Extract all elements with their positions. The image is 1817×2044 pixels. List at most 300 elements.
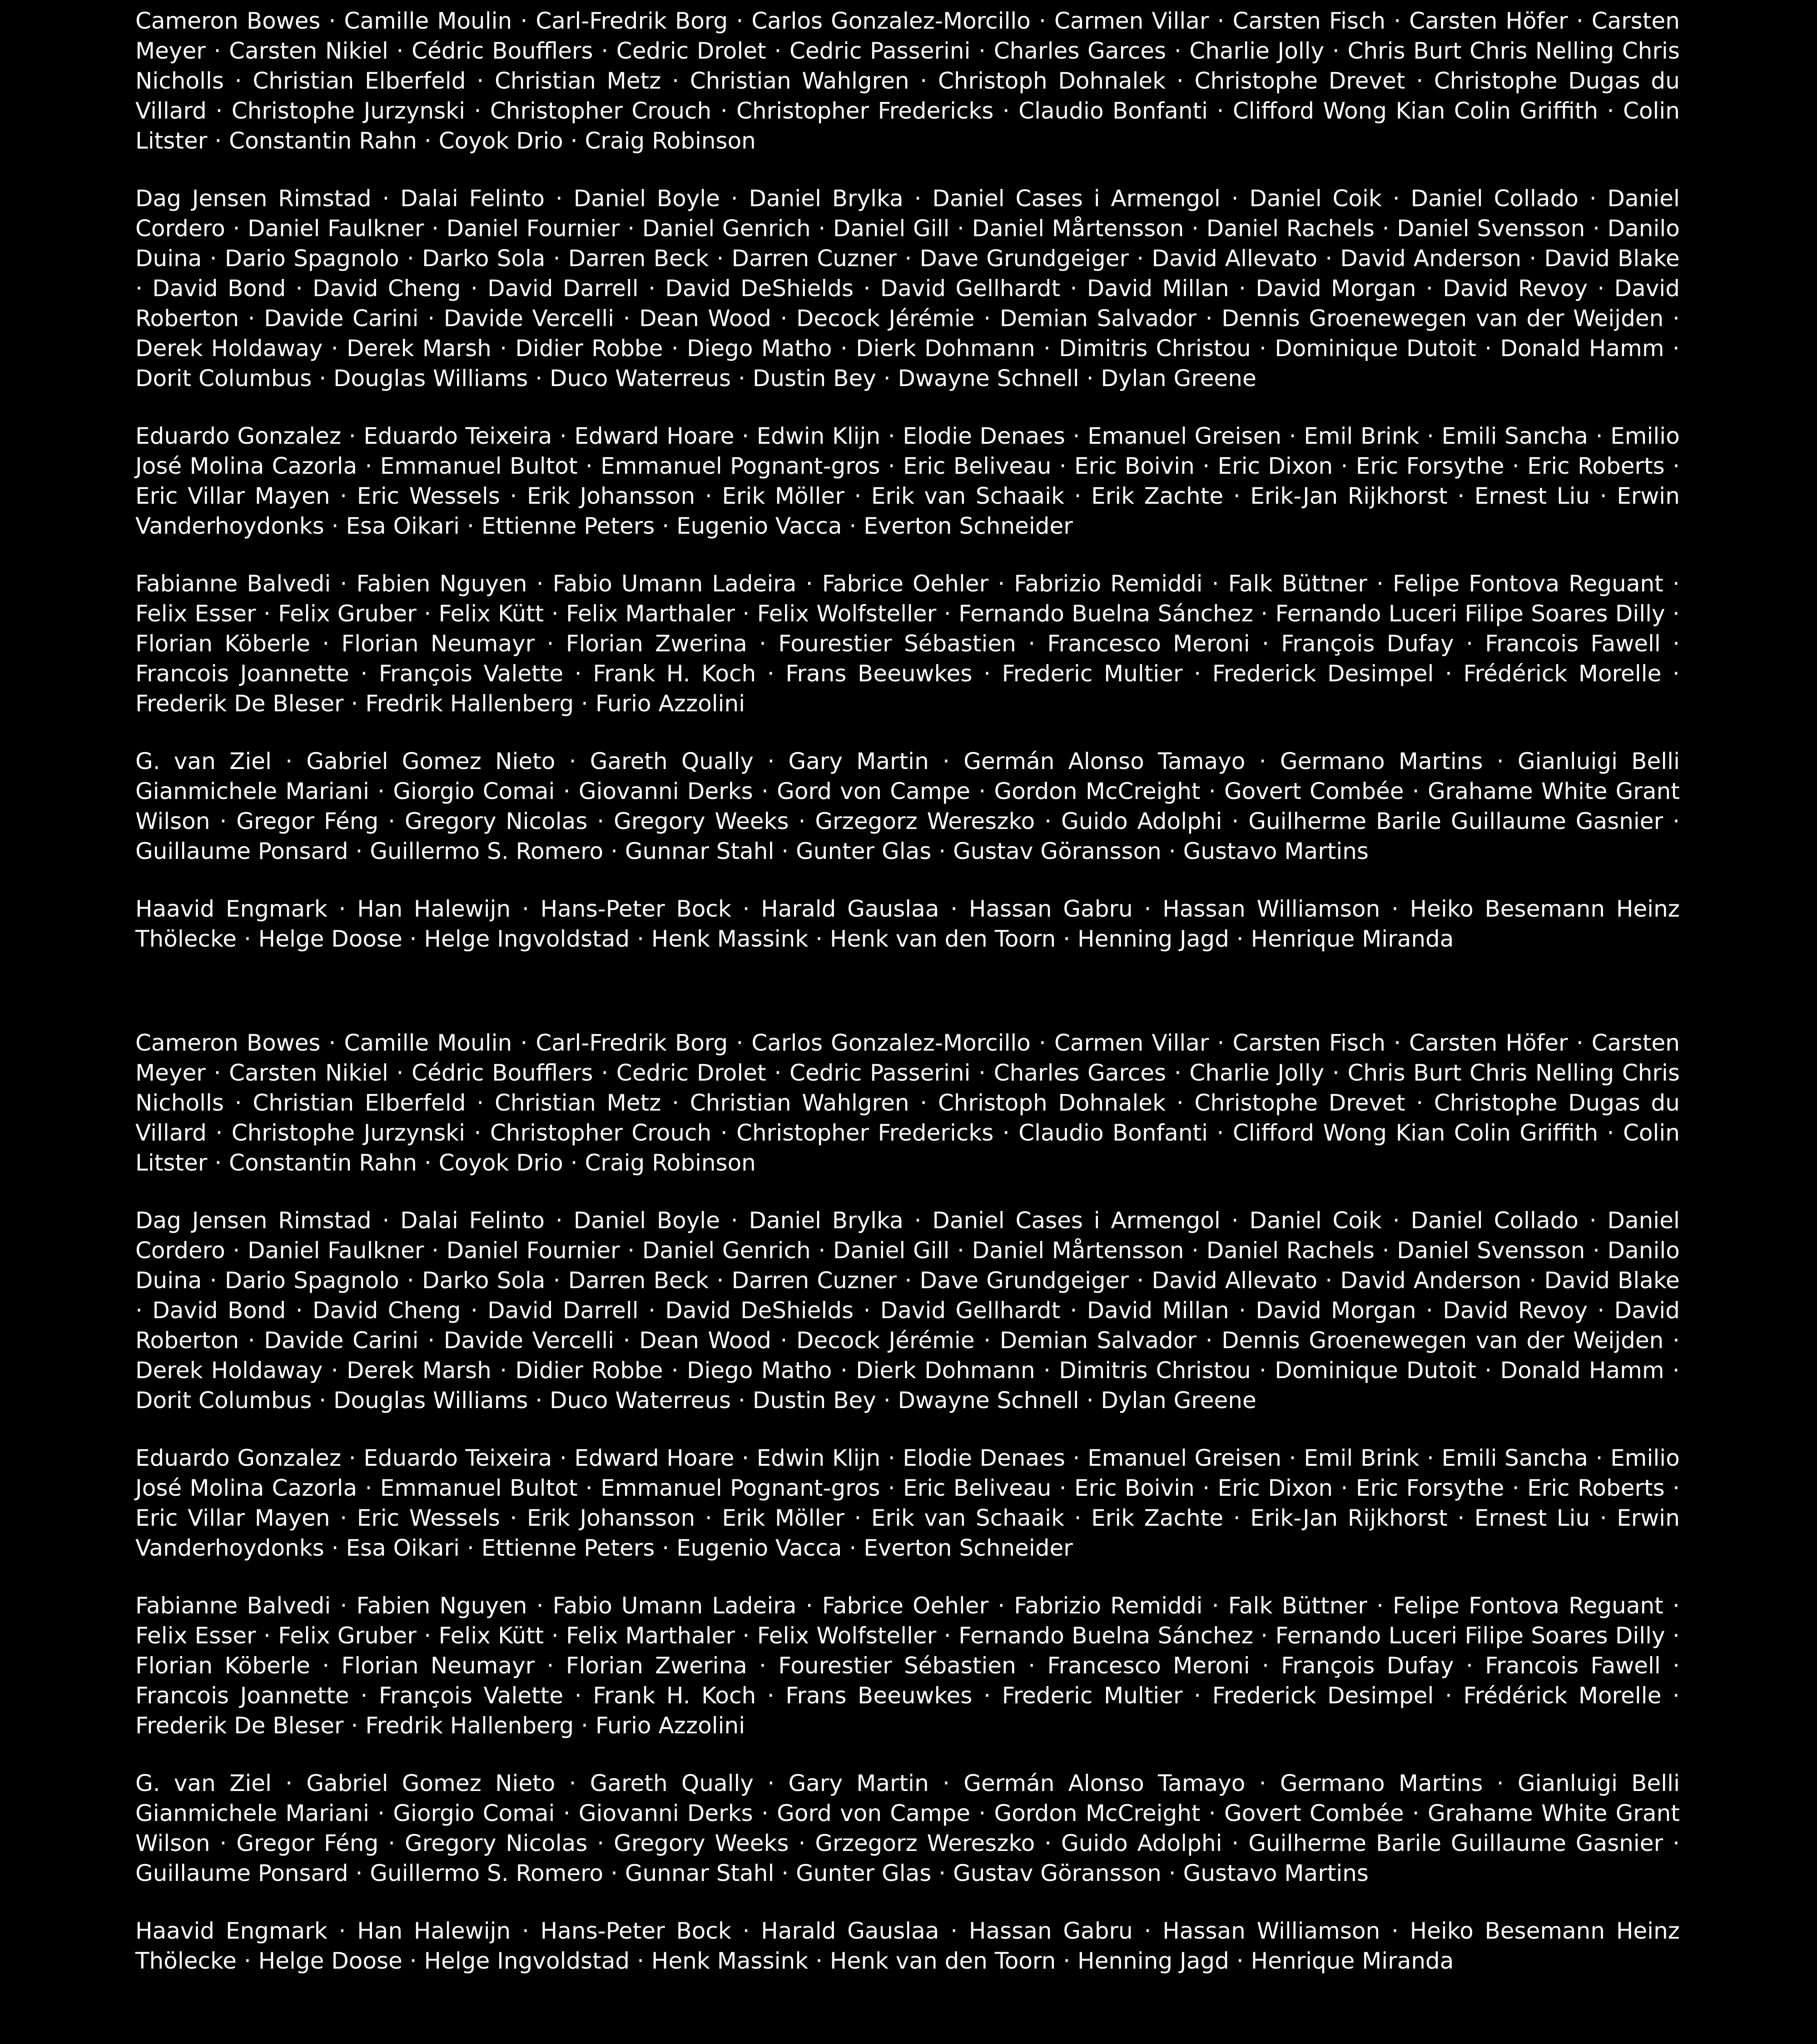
separator-dot: · xyxy=(328,1030,336,1056)
separator-dot: · xyxy=(888,453,895,479)
separator-dot: · xyxy=(1216,98,1224,124)
credit-name: Harald Gauslaa xyxy=(761,896,939,922)
credit-name: Gustavo Martins xyxy=(1183,838,1369,864)
separator-dot: · xyxy=(805,1593,813,1619)
separator-dot: · xyxy=(883,365,891,392)
separator-dot: · xyxy=(1597,275,1605,302)
credit-name: David DeShields xyxy=(665,275,854,302)
credit-name: Gary Martin xyxy=(788,748,929,774)
separator-dot: · xyxy=(1382,215,1390,242)
credit-name: David Blake xyxy=(1544,1267,1680,1294)
credit-name: Dwayne Schnell xyxy=(898,365,1079,392)
credit-name: Christopher Fredericks xyxy=(736,98,994,124)
credit-name: Carsten Höfer xyxy=(1409,1030,1568,1056)
separator-dot: · xyxy=(1576,8,1584,34)
credit-name: Elodie Denaes xyxy=(903,423,1065,449)
separator-dot: · xyxy=(409,1948,417,1974)
credit-name: Gustavo Martins xyxy=(1183,1860,1369,1886)
separator-dot: · xyxy=(348,1445,356,1471)
separator-dot: · xyxy=(742,896,750,922)
credit-name: Craig Robinson xyxy=(585,128,756,154)
credit-name: Gunnar Stahl xyxy=(625,838,774,864)
credit-name: Dwayne Schnell xyxy=(898,1387,1079,1414)
separator-dot: · xyxy=(950,1918,958,1944)
credit-name: Eugenio Vacca xyxy=(676,1535,842,1561)
credit-name: Darren Beck xyxy=(568,1267,709,1294)
credit-name: Constantin Rahn xyxy=(229,128,417,154)
separator-dot: · xyxy=(559,423,567,449)
separator-dot: · xyxy=(555,185,563,212)
separator-dot: · xyxy=(1174,1060,1182,1086)
separator-dot: · xyxy=(382,185,390,212)
credit-name: Grzegorz Wereszko xyxy=(815,1830,1035,1856)
separator-dot: · xyxy=(214,128,222,154)
separator-dot: · xyxy=(1194,660,1201,687)
credit-name: Davide Vercelli xyxy=(443,1327,614,1354)
separator-dot: · xyxy=(365,453,372,479)
separator-dot: · xyxy=(581,1712,588,1739)
credit-name: David Revoy xyxy=(1443,275,1588,302)
separator-dot: · xyxy=(585,453,593,479)
separator-dot: · xyxy=(1672,1357,1680,1384)
credit-name: Gustav Göransson xyxy=(953,1860,1162,1886)
credit-name: Gregor Féng xyxy=(236,1830,379,1856)
credit-name: Grzegorz Wereszko xyxy=(815,808,1035,834)
separator-dot: · xyxy=(355,838,363,864)
credit-name: Frédérick Morelle xyxy=(1463,660,1662,687)
credit-name: Daniel Cases i Armengol xyxy=(932,1207,1221,1234)
credit-name: Gregory Nicolas xyxy=(405,1830,588,1856)
credit-name: Colin Litster xyxy=(135,1120,1680,1176)
credit-name: Eric Wessels xyxy=(357,483,500,509)
credit-name: Demian Salvador xyxy=(999,305,1196,332)
separator-dot: · xyxy=(520,8,528,34)
credit-name: Gordon McCreight xyxy=(994,778,1201,804)
separator-dot: · xyxy=(957,215,964,242)
separator-dot: · xyxy=(840,335,848,362)
credit-name: Fourestier Sébastien xyxy=(778,630,1016,657)
separator-dot: · xyxy=(611,1860,618,1886)
credit-name: Eric Boivin xyxy=(1074,453,1195,479)
credit-name: Frédérick Morelle xyxy=(1463,1682,1662,1709)
separator-dot: · xyxy=(1194,1682,1201,1709)
credits-section-g xyxy=(135,746,1680,866)
separator-dot: · xyxy=(234,1090,242,1116)
separator-dot: · xyxy=(1059,453,1067,479)
credit-name: Douglas Williams xyxy=(333,1387,528,1414)
separator-dot: · xyxy=(705,483,712,509)
separator-dot: · xyxy=(1672,1593,1680,1619)
credit-name: Fabio Umann Ladeira xyxy=(552,1593,797,1619)
separator-dot: · xyxy=(662,513,670,539)
separator-dot: · xyxy=(1028,630,1036,657)
separator-dot: · xyxy=(1262,1652,1269,1679)
separator-dot: · xyxy=(553,245,561,272)
credit-name: Colin Litster xyxy=(135,98,1680,154)
separator-dot: · xyxy=(263,600,271,627)
credit-name: Dennis Groenewegen van der Weijden xyxy=(1221,305,1664,332)
separator-dot: · xyxy=(1038,8,1046,34)
separator-dot: · xyxy=(1673,1682,1680,1709)
separator-dot: · xyxy=(914,1207,922,1234)
credit-name: Dario Spagnolo xyxy=(224,1267,399,1294)
credit-name: Daniel Faulkner xyxy=(247,1237,424,1264)
separator-dot: · xyxy=(1673,660,1680,687)
separator-dot: · xyxy=(1673,1475,1680,1501)
credit-name: Erik Zachte xyxy=(1091,1505,1224,1531)
credit-name: Eric Roberts xyxy=(1527,453,1665,479)
separator-dot: · xyxy=(1261,1622,1268,1649)
separator-dot: · xyxy=(1332,38,1340,64)
separator-dot: · xyxy=(1672,305,1680,332)
separator-dot: · xyxy=(623,305,630,332)
credit-name: Gabriel Gomez Nieto xyxy=(306,748,556,774)
separator-dot: · xyxy=(1672,571,1680,597)
credit-name: Daniel Mårtensson xyxy=(972,215,1184,242)
credit-name: Eugenio Vacca xyxy=(676,513,842,539)
credit-name: Henrique Miranda xyxy=(1251,926,1454,952)
credit-name: Donald Hamm xyxy=(1500,1357,1664,1384)
credit-name: Felix Wolfsteller xyxy=(757,600,937,627)
credit-name: Gustav Göransson xyxy=(953,838,1162,864)
separator-dot: · xyxy=(818,1237,826,1264)
separator-dot: · xyxy=(1137,1267,1144,1294)
separator-dot: · xyxy=(738,365,745,392)
separator-dot: · xyxy=(470,275,478,302)
credit-name: Furio Azzolini xyxy=(595,690,745,717)
credit-name: Carsten Fisch xyxy=(1232,1030,1386,1056)
credit-name: Gord von Campe xyxy=(777,1800,971,1826)
credit-name: Darren Beck xyxy=(568,245,709,272)
separator-dot: · xyxy=(551,600,559,627)
separator-dot: · xyxy=(1673,1830,1680,1856)
separator-dot: · xyxy=(983,660,991,687)
separator-dot: · xyxy=(1043,1357,1051,1384)
separator-dot: · xyxy=(671,1357,679,1384)
credit-name: Dave Grundgeiger xyxy=(919,1267,1129,1294)
credit-name: Hassan Williamson xyxy=(1162,896,1380,922)
separator-dot: · xyxy=(510,1505,517,1531)
separator-dot: · xyxy=(849,513,857,539)
separator-dot: · xyxy=(1673,808,1680,834)
credits-section-e xyxy=(135,1443,1680,1563)
credits-section-d xyxy=(135,184,1680,393)
credit-name: Fredrik Hallenberg xyxy=(365,1712,574,1739)
credit-name: Gunter Glas xyxy=(796,838,932,864)
separator-dot: · xyxy=(1233,483,1241,509)
separator-dot: · xyxy=(720,1120,728,1146)
separator-dot: · xyxy=(888,423,895,449)
separator-dot: · xyxy=(1425,275,1433,302)
separator-dot: · xyxy=(736,8,744,34)
separator-dot: · xyxy=(536,571,544,597)
credit-name: Fabrice Oehler xyxy=(822,571,989,597)
credit-name: Fabrizio Remiddi xyxy=(1014,571,1203,597)
separator-dot: · xyxy=(1208,778,1216,804)
credit-name: Erwin Vanderhoydonks xyxy=(135,483,1680,539)
separator-dot: · xyxy=(998,571,1005,597)
separator-dot: · xyxy=(863,1297,871,1324)
credit-name: Henrique Miranda xyxy=(1251,1948,1454,1974)
separator-dot: · xyxy=(377,778,385,804)
separator-dot: · xyxy=(648,275,655,302)
separator-dot: · xyxy=(234,68,242,94)
credit-name: Helge Ingvoldstad xyxy=(424,1948,630,1974)
separator-dot: · xyxy=(424,600,432,627)
separator-dot: · xyxy=(759,1652,767,1679)
credits-section-h xyxy=(135,894,1680,954)
credit-name: Frederik De Bleser xyxy=(135,690,344,717)
credit-name: Guilherme Barile Guillaume Gasnier xyxy=(1248,1830,1663,1856)
credit-name: Derek Marsh xyxy=(346,1357,491,1384)
separator-dot: · xyxy=(854,1505,862,1531)
separator-dot: · xyxy=(355,1860,363,1886)
credit-name: Hans-Peter Bock xyxy=(540,1918,731,1944)
separator-dot: · xyxy=(1496,748,1504,774)
credit-name: Guillermo S. Romero xyxy=(370,1860,604,1886)
separator-dot: · xyxy=(798,1830,806,1856)
credit-name: Fabio Umann Ladeira xyxy=(552,571,797,597)
separator-dot: · xyxy=(998,1593,1005,1619)
separator-dot: · xyxy=(331,1535,339,1561)
separator-dot: · xyxy=(637,1948,644,1974)
credit-name: Constantin Rahn xyxy=(229,1150,417,1176)
credit-name: Derek Marsh xyxy=(346,335,491,362)
separator-dot: · xyxy=(233,215,240,242)
separator-dot: · xyxy=(1259,748,1266,774)
credit-name: Felipe Fontova Reguant xyxy=(1393,571,1663,597)
separator-dot: · xyxy=(213,1060,221,1086)
credit-name: Chris Burt Chris Nelling Chris Nicholls xyxy=(135,1060,1680,1116)
credit-name: Cameron Bowes xyxy=(135,8,321,34)
credit-name: Germán Alonso Tamayo xyxy=(963,748,1246,774)
credit-name: Felix Esser xyxy=(135,600,256,627)
credit-name: Gregory Weeks xyxy=(614,808,789,834)
credit-name: Frederick Desimpel xyxy=(1212,1682,1434,1709)
credit-name: Davide Vercelli xyxy=(443,305,614,332)
credit-name: David Millan xyxy=(1087,1297,1229,1324)
separator-dot: · xyxy=(943,1770,950,1796)
separator-dot: · xyxy=(1593,215,1600,242)
separator-dot: · xyxy=(351,690,358,717)
credit-name: Carl-Fredrik Borg xyxy=(536,8,728,34)
separator-dot: · xyxy=(409,926,417,952)
separator-dot: · xyxy=(767,1770,775,1796)
credit-name: Emanuel Greisen xyxy=(1087,423,1282,449)
separator-dot: · xyxy=(1672,335,1680,362)
credit-name: Govert Combée xyxy=(1224,778,1404,804)
credit-name: Harald Gauslaa xyxy=(761,1918,939,1944)
separator-dot: · xyxy=(1086,1387,1094,1414)
credit-name: Christophe Jurzynski xyxy=(231,1120,466,1146)
credit-name: Fernando Buelna Sánchez xyxy=(958,1622,1253,1649)
separator-dot: · xyxy=(1144,896,1152,922)
separator-dot: · xyxy=(470,1297,478,1324)
separator-dot: · xyxy=(520,1030,528,1056)
credit-name: Guillaume Ponsard xyxy=(135,1860,348,1886)
credit-name: G. van Ziel xyxy=(135,1770,272,1796)
credit-name: Daniel Mårtensson xyxy=(972,1237,1184,1264)
separator-dot: · xyxy=(1376,1593,1384,1619)
separator-dot: · xyxy=(1072,423,1080,449)
separator-dot: · xyxy=(1589,185,1597,212)
credit-name: Darren Cuzner xyxy=(731,1267,897,1294)
credit-name: Eric Boivin xyxy=(1074,1475,1195,1501)
credit-name: Carsten Höfer xyxy=(1409,8,1568,34)
credit-name: Giorgio Comai xyxy=(393,778,555,804)
credit-name: Falk Büttner xyxy=(1228,571,1367,597)
credit-name: Felix Wolfsteller xyxy=(757,1622,937,1649)
credit-name: David Gellhardt xyxy=(880,1297,1061,1324)
credit-name: Darko Sola xyxy=(422,245,546,272)
separator-dot: · xyxy=(1072,1445,1080,1471)
separator-dot: · xyxy=(1289,423,1296,449)
credit-name: Daniel Coik xyxy=(1249,185,1382,212)
separator-dot: · xyxy=(407,245,414,272)
separator-dot: · xyxy=(1074,483,1082,509)
credit-name: Christophe Dugas du Villard xyxy=(135,1090,1680,1146)
separator-dot: · xyxy=(569,748,576,774)
credit-name: Francesco Meroni xyxy=(1047,630,1250,657)
credit-name: Emili Sancha xyxy=(1441,1445,1589,1471)
credit-name: Dalai Felinto xyxy=(400,185,545,212)
credit-name: Gregory Weeks xyxy=(614,1830,789,1856)
credit-name: Carl-Fredrik Borg xyxy=(536,1030,728,1056)
separator-dot: · xyxy=(1599,483,1607,509)
separator-dot: · xyxy=(805,571,813,597)
separator-dot: · xyxy=(424,1150,432,1176)
credit-name: Duco Waterreus xyxy=(550,365,731,392)
separator-dot: · xyxy=(1607,1120,1614,1146)
separator-dot: · xyxy=(1059,1475,1067,1501)
separator-dot: · xyxy=(555,1207,563,1234)
separator-dot: · xyxy=(648,1297,655,1324)
credit-name: Elodie Denaes xyxy=(903,1445,1065,1471)
separator-dot: · xyxy=(1231,185,1239,212)
separator-dot: · xyxy=(570,1150,578,1176)
credit-name: Felix Marthaler xyxy=(566,600,735,627)
credit-name: Daniel Boyle xyxy=(573,185,720,212)
credit-name: Heiko Besemann Heinz Thölecke xyxy=(135,1918,1680,1974)
credit-name: Charlie Jolly xyxy=(1189,38,1325,64)
credit-name: Emmanuel Bultot xyxy=(380,453,578,479)
separator-dot: · xyxy=(1457,1505,1465,1531)
separator-dot: · xyxy=(759,630,767,657)
credit-name: Henk van den Toorn xyxy=(829,1948,1056,1974)
separator-dot: · xyxy=(742,1622,750,1649)
credit-name: Dag Jensen Rimstad xyxy=(135,185,372,212)
separator-dot: · xyxy=(1673,630,1680,657)
separator-dot: · xyxy=(1484,335,1492,362)
credit-name: Florian Zwerina xyxy=(566,1652,747,1679)
credit-name: David Allevato xyxy=(1152,245,1318,272)
separator-dot: · xyxy=(360,1682,368,1709)
credit-name: Cédric Boufflers xyxy=(412,1060,593,1086)
credit-name: Dean Wood xyxy=(639,305,771,332)
credit-name: Eric Dixon xyxy=(1217,453,1333,479)
separator-dot: · xyxy=(559,1445,567,1471)
credit-name: Germán Alonso Tamayo xyxy=(963,1770,1246,1796)
credit-name: Dalai Felinto xyxy=(400,1207,545,1234)
credit-name: Frederik De Bleser xyxy=(135,1712,344,1739)
separator-dot: · xyxy=(1202,1475,1210,1501)
separator-dot: · xyxy=(467,1535,474,1561)
credit-name: Dorit Columbus xyxy=(135,365,312,392)
separator-dot: · xyxy=(295,1297,303,1324)
separator-dot: · xyxy=(536,1593,544,1619)
credit-name: Fabrice Oehler xyxy=(822,1593,989,1619)
separator-dot: · xyxy=(1332,1060,1340,1086)
credit-name: Emilio José Molina Cazorla xyxy=(135,1445,1680,1501)
credit-name: Germano Martins xyxy=(1280,1770,1483,1796)
credit-name: Felipe Fontova Reguant xyxy=(1393,1593,1663,1619)
credit-name: Gregor Féng xyxy=(236,808,379,834)
credit-name: Erik Johansson xyxy=(526,483,695,509)
separator-dot: · xyxy=(243,926,251,952)
credit-name: David Roberton xyxy=(135,275,1680,332)
separator-dot: · xyxy=(569,1770,576,1796)
separator-dot: · xyxy=(781,838,789,864)
credit-name: Carsten Nikiel xyxy=(229,1060,388,1086)
credit-name: Christian Wahlgren xyxy=(690,68,909,94)
separator-dot: · xyxy=(1239,1297,1246,1324)
separator-dot: · xyxy=(213,38,221,64)
separator-dot: · xyxy=(340,1505,348,1531)
credit-name: Erik van Schaaik xyxy=(871,1505,1064,1531)
separator-dot: · xyxy=(1205,305,1213,332)
credit-name: Daniel Fournier xyxy=(446,1237,620,1264)
separator-dot: · xyxy=(1002,1120,1010,1146)
credit-name: Gianluigi Belli Gianmichele Mariani xyxy=(135,748,1680,804)
credit-name: Han Halewijn xyxy=(357,896,511,922)
credit-name: Helge Doose xyxy=(258,1948,402,1974)
credit-name: Decock Jérémie xyxy=(796,1327,975,1354)
separator-dot: · xyxy=(1216,1120,1224,1146)
separator-dot: · xyxy=(388,1830,396,1856)
separator-dot: · xyxy=(331,335,338,362)
credit-name: Hassan Gabru xyxy=(968,1918,1133,1944)
credit-name: Frederic Multier xyxy=(1002,1682,1183,1709)
separator-dot: · xyxy=(563,1800,571,1826)
separator-dot: · xyxy=(348,423,356,449)
credit-name: Felix Kütt xyxy=(438,600,544,627)
separator-dot: · xyxy=(623,1327,630,1354)
separator-dot: · xyxy=(285,1770,293,1796)
credit-name: Florian Zwerina xyxy=(566,630,747,657)
separator-dot: · xyxy=(1425,1297,1433,1324)
credit-name: Dierk Dohmann xyxy=(856,1357,1035,1384)
separator-dot: · xyxy=(742,1918,750,1944)
separator-dot: · xyxy=(736,1030,744,1056)
credit-name: Decock Jérémie xyxy=(796,305,975,332)
separator-dot: · xyxy=(716,245,724,272)
separator-dot: · xyxy=(581,690,588,717)
separator-dot: · xyxy=(1672,1327,1680,1354)
credit-name: Fredrik Hallenberg xyxy=(365,690,574,717)
credit-name: Fernando Luceri Filipe Soares Dilly xyxy=(1275,1622,1665,1649)
credit-name: Frederick Desimpel xyxy=(1212,660,1434,687)
separator-dot: · xyxy=(798,808,806,834)
separator-dot: · xyxy=(1340,453,1348,479)
separator-dot: · xyxy=(1391,896,1399,922)
credit-name: Germano Martins xyxy=(1280,748,1483,774)
credit-name: Coyok Drio xyxy=(438,1150,563,1176)
separator-dot: · xyxy=(904,1267,912,1294)
credit-name: Carsten Meyer xyxy=(135,1030,1680,1086)
credit-name: Christian Elberfeld xyxy=(253,68,466,94)
separator-dot: · xyxy=(1595,1445,1603,1471)
separator-dot: · xyxy=(351,1712,358,1739)
